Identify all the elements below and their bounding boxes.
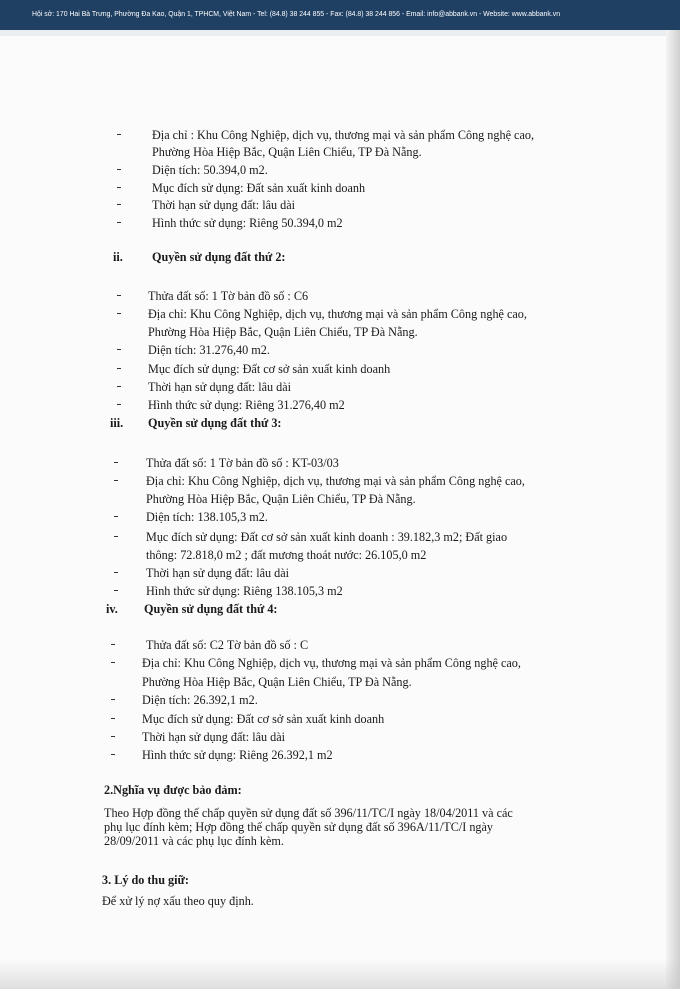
p3-form: Hình thức sử dụng: Riêng 138.105,3 m2: [146, 584, 343, 598]
p4-purpose: Mục đích sử dụng: Đất cơ sở sản xuất kinh doanh: [142, 712, 385, 726]
section2-heading: 2.Nghĩa vụ được bảo đảm:: [104, 783, 242, 797]
section2-line2: phụ lục đính kèm; Hợp đồng thế chấp quyền sử dụng đất số 396A/11/TC/I ngày: [104, 820, 494, 834]
bullet-marker: [110, 712, 116, 722]
p4-heading: Quyền sử dụng đất thứ 4:: [144, 602, 278, 616]
p2-purpose: Mục đích sử dụng: Đất cơ sở sản xuất kinh doanh: [148, 362, 391, 376]
p3-numeral: iii.: [110, 416, 124, 430]
p4-form: Hình thức sử dụng: Riêng 26.392,1 m2: [142, 748, 333, 762]
p4-area: Diện tích: 26.392,1 m2.: [142, 693, 258, 707]
letterhead-text: Hội sở: 170 Hai Bà Trưng, Phường Đa Kao, Quận 1, TPHCM, Việt Nam - Tel: (84.8) 38 244 855 - Fax: (84.8) 38 244 856 - Email: info@abbank.vn - Website: www.abbank.vn: [32, 11, 561, 18]
p2-address-line1: Địa chỉ: Khu Công Nghiệp, dịch vụ, thương mại và sản phẩm Công nghệ cao,: [148, 307, 527, 321]
bullet-marker: [110, 656, 116, 666]
p4-plot: Thửa đất số: C2 Tờ bản đồ số : C: [146, 638, 309, 652]
bullet-marker: [116, 343, 122, 353]
bullet-marker: [116, 128, 122, 138]
bullet-marker: [116, 181, 122, 191]
p3-plot: Thửa đất số: 1 Tờ bản đồ số : KT-03/03: [146, 456, 339, 470]
scan-bottom-shadow: [0, 959, 680, 989]
p1-term: Thời hạn sử dụng đất: lâu dài: [152, 198, 296, 212]
p3-purpose-line2: thông: 72.818,0 m2 ; đất mương thoát nước: 26.105,0 m2: [146, 548, 427, 562]
bullet-marker: [110, 638, 116, 648]
section3-heading: 3. Lý do thu giữ:: [102, 873, 189, 887]
p3-heading: Quyền sử dụng đất thứ 3:: [148, 416, 282, 430]
p2-term: Thời hạn sử dụng đất: lâu dài: [148, 380, 292, 394]
p3-area: Diện tích: 138.105,3 m2.: [146, 510, 268, 524]
p1-address-line2: Phường Hòa Hiệp Bắc, Quận Liên Chiểu, TP Đà Nẵng.: [152, 145, 422, 159]
p2-plot: Thửa đất số: 1 Tờ bản đồ số : C6: [148, 289, 309, 303]
bullet-marker: [113, 530, 119, 540]
section2-line1: Theo Hợp đồng thế chấp quyền sử dụng đất số 396/11/TC/I ngày 18/04/2011 và các: [104, 806, 513, 820]
bullet-marker: [116, 289, 122, 299]
p3-address-line2: Phường Hòa Hiệp Bắc, Quận Liên Chiểu, TP Đà Nẵng.: [146, 492, 416, 506]
bullet-marker: [113, 456, 119, 466]
p4-numeral: iv.: [106, 602, 118, 616]
bullet-marker: [116, 163, 122, 173]
p1-address-line1: Địa chỉ : Khu Công Nghiệp, dịch vụ, thương mại và sản phẩm Công nghệ cao,: [152, 128, 534, 142]
bullet-marker: [113, 510, 119, 520]
p4-term: Thời hạn sử dụng đất: lâu dài: [142, 730, 286, 744]
section3-line1: Để xử lý nợ xấu theo quy định.: [102, 894, 254, 908]
p2-form: Hình thức sử dụng: Riêng 31.276,40 m2: [148, 398, 345, 412]
p2-address-line2: Phường Hòa Hiệp Bắc, Quận Liên Chiểu, TP Đà Nẵng.: [148, 325, 418, 339]
bullet-marker: [116, 216, 122, 226]
bullet-marker: [113, 474, 119, 484]
bullet-marker: [116, 380, 122, 390]
bullet-marker: [110, 693, 116, 703]
bullet-marker: [116, 398, 122, 408]
p1-area: Diện tích: 50.394,0 m2.: [152, 163, 268, 177]
p2-area: Diện tích: 31.276,40 m2.: [148, 343, 270, 357]
bullet-marker: [116, 307, 122, 317]
p3-purpose-line1: Mục đích sử dụng: Đất cơ sở sản xuất kinh doanh : 39.182,3 m2; Đất giao: [146, 530, 508, 544]
bullet-marker: [116, 362, 122, 372]
section2-line3: 28/09/2011 và các phụ lục đính kèm.: [104, 834, 284, 848]
p2-heading: Quyền sử dụng đất thứ 2:: [152, 250, 286, 264]
bullet-marker: [110, 730, 116, 740]
bullet-marker: [116, 198, 122, 208]
bullet-marker: [113, 584, 119, 594]
p1-purpose: Mục đích sử dụng: Đất sản xuất kinh doanh: [152, 181, 366, 195]
bullet-marker: [110, 748, 116, 758]
p3-address-line1: Địa chỉ: Khu Công Nghiệp, dịch vụ, thương mại và sản phẩm Công nghệ cao,: [146, 474, 525, 488]
p4-address-line2: Phường Hòa Hiệp Bắc, Quận Liên Chiểu, TP Đà Nẵng.: [142, 675, 412, 689]
p1-form: Hình thức sử dụng: Riêng 50.394,0 m2: [152, 216, 343, 230]
p4-address-line1: Địa chỉ: Khu Công Nghiệp, dịch vụ, thương mại và sản phẩm Công nghệ cao,: [142, 656, 521, 670]
p3-term: Thời hạn sử dụng đất: lâu dài: [146, 566, 290, 580]
p2-numeral: ii.: [113, 250, 123, 264]
bullet-marker: [113, 566, 119, 576]
